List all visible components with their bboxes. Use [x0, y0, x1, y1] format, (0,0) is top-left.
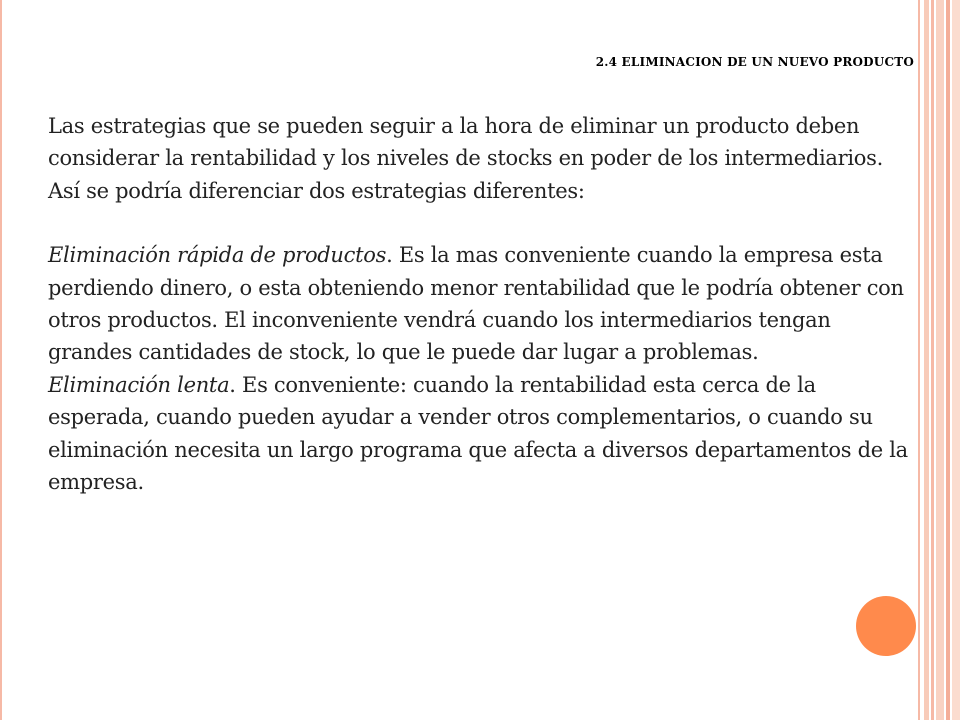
stripe	[931, 0, 934, 720]
slide-title: 2.4 ELIMINACION DE UN NUEVO PRODUCTO	[595, 55, 914, 69]
slide-body	[48, 110, 914, 498]
paragraph-gap	[48, 207, 914, 239]
strategy-slow-paragraph	[48, 369, 914, 499]
decorative-stripes	[924, 0, 960, 720]
stripe	[936, 0, 944, 720]
strategy-fast-text: . Es la mas conveniente cuando la empresa esta perdiendo dinero, o esta obteniendo menor rentabilidad que le podría obtener con otros productos. El inconveniente vendrá cuando los intermediarios tengan grandes cantidades de stock, lo que le puede dar lugar a problemas.	[48, 243, 904, 365]
stripe	[952, 0, 960, 720]
decorative-circle	[856, 596, 916, 656]
intro-paragraph: Las estrategias que se pueden seguir a la hora de eliminar un producto deben considerar la rentabilidad y los niveles de stocks en poder de los intermediarios. Así se podría diferenciar dos estrategias diferentes:	[48, 114, 883, 203]
strategy-fast-term: Eliminación rápida de productos	[48, 243, 387, 268]
strategy-slow-term: Eliminación lenta	[48, 372, 230, 397]
stripe	[946, 0, 950, 720]
strategy-fast-paragraph	[48, 239, 914, 369]
stripe	[924, 0, 929, 720]
strategy-slow-text: . Es conveniente: cuando la rentabilidad esta cerca de la esperada, cuando pueden ayudar a vender otros complementarios, o cuando su eliminación necesita un largo programa que afecta a diversos departamentos de la empresa.	[48, 372, 908, 495]
